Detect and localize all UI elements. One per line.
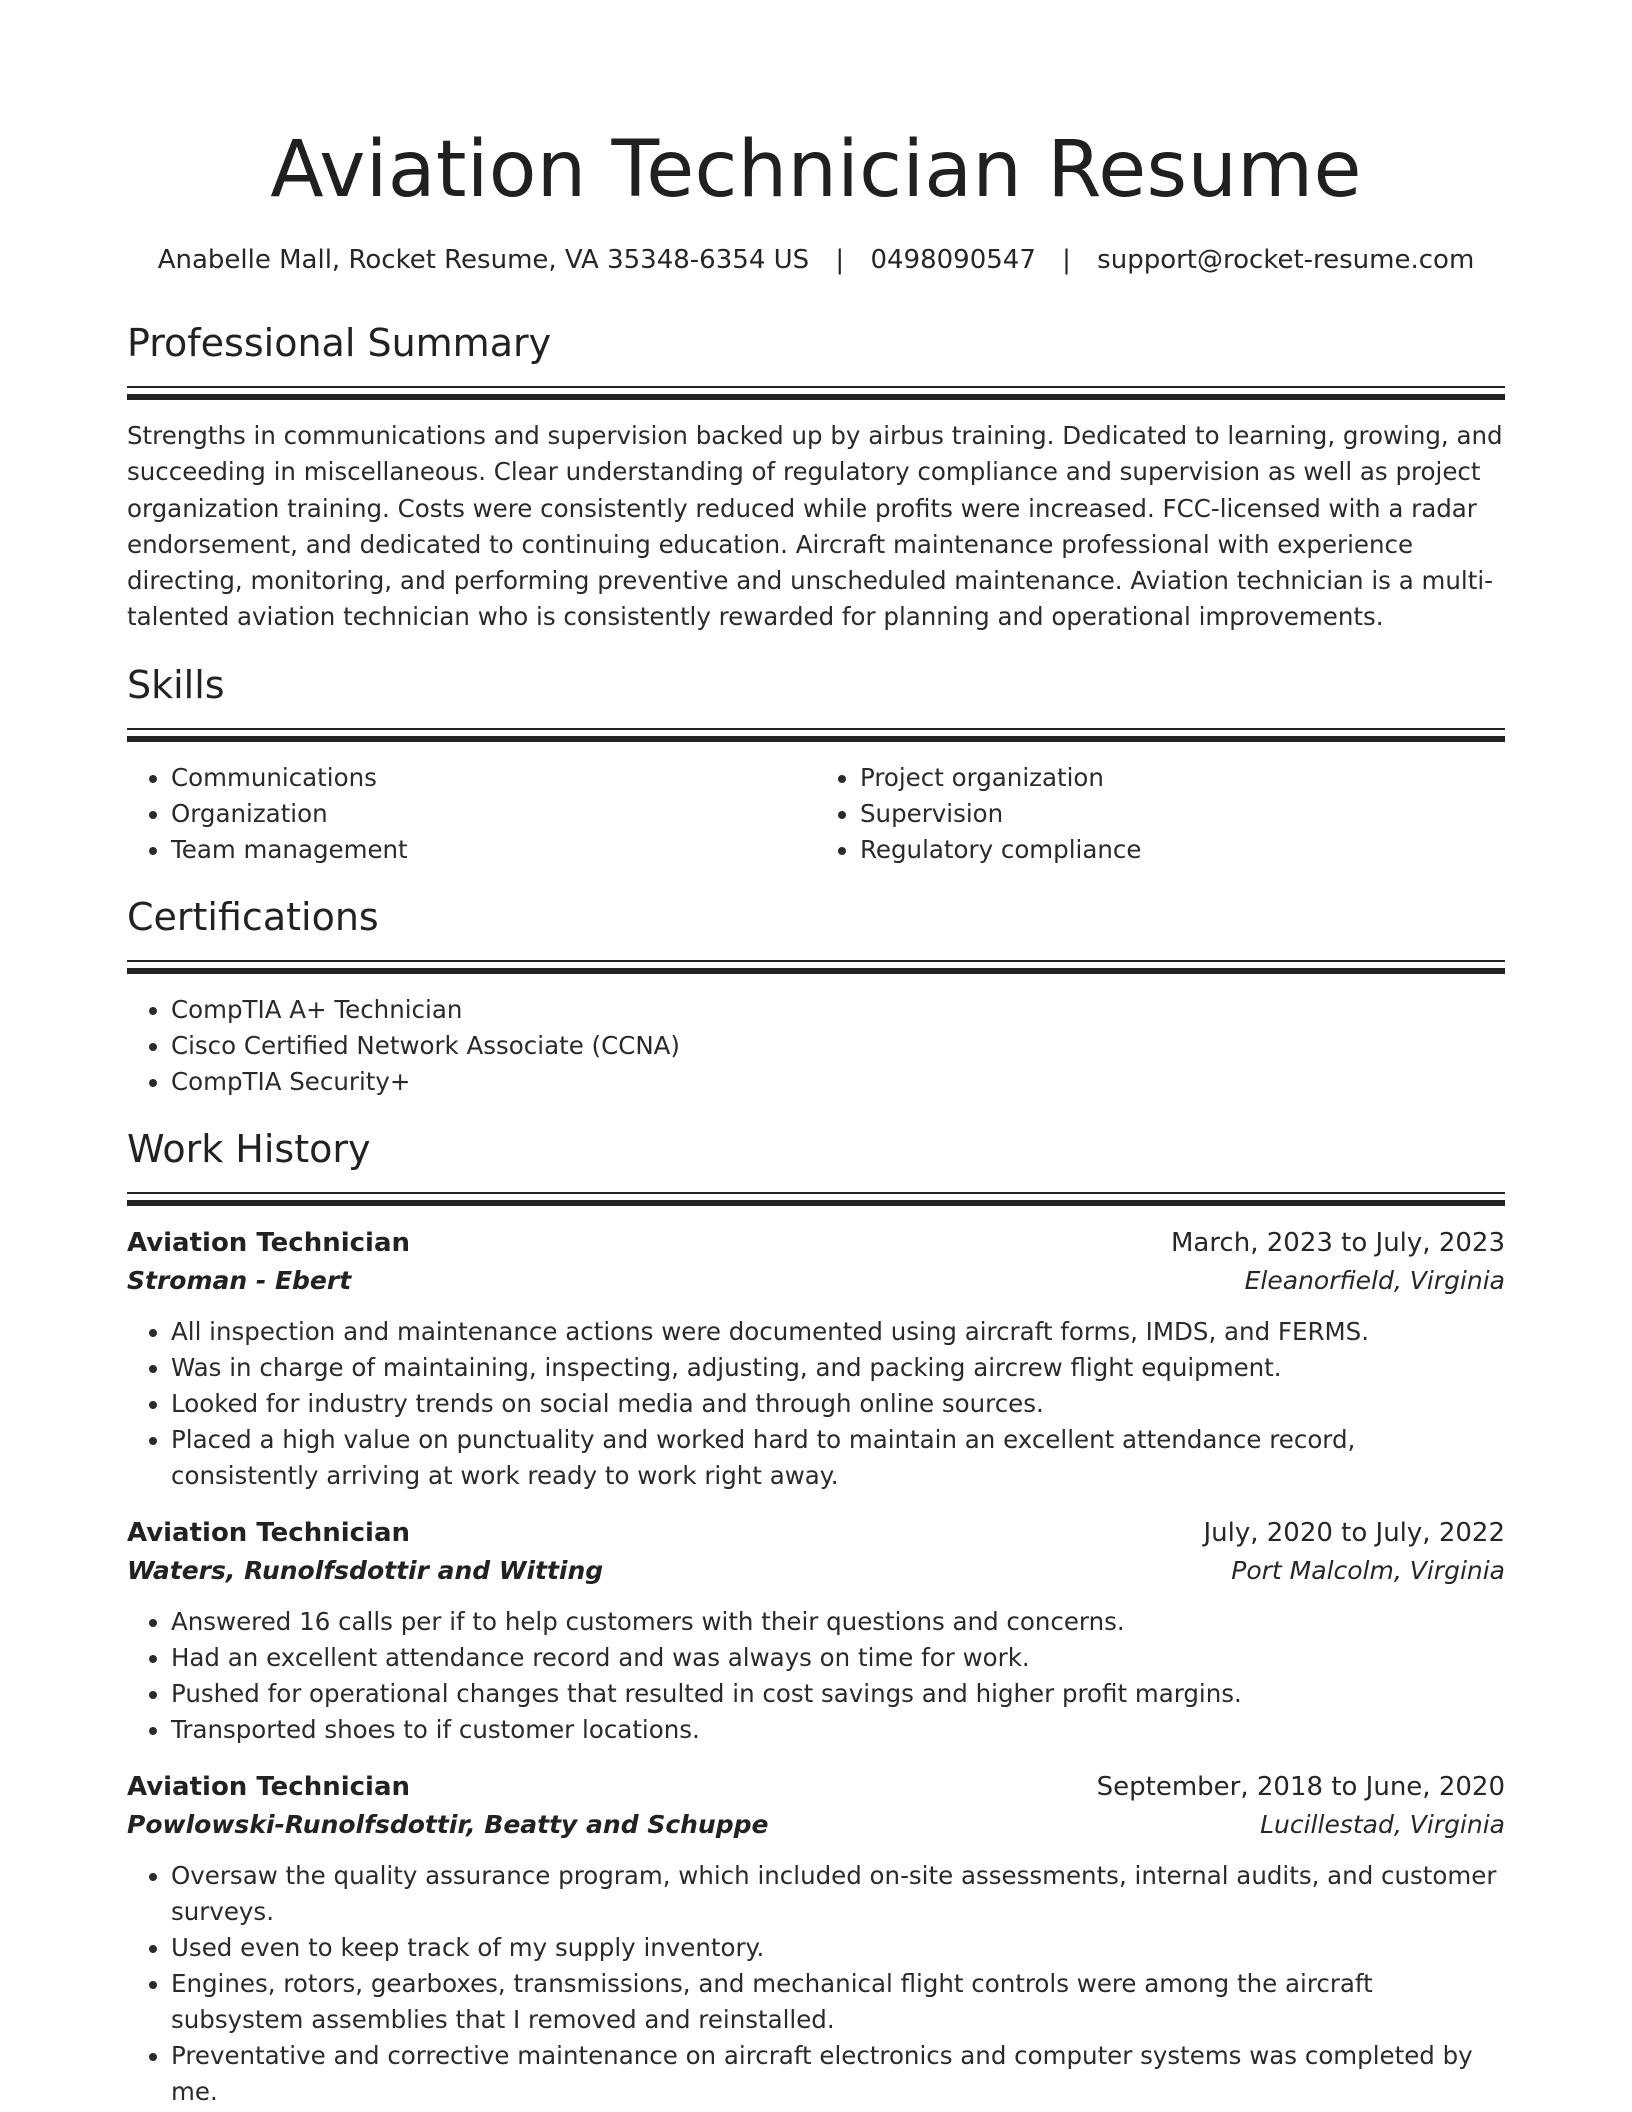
certifications-section bbox=[127, 892, 1505, 1100]
job-bullet: • Placed a high value on punctuality and worked hard to maintain an excellent attendance record, consistently arriving at work ready to work right away. bbox=[171, 1422, 1505, 1494]
summary-text: Strengths in communications and supervision backed up by airbus training. Dedicated to learning, growing, and succeeding in miscellaneous. Clear understanding of regulatory compliance and supervision as well as project organization training. Costs were consistently reduced while profits were increased. FCC-licensed with a radar endorsement, and dedicated to continuing education. Aircraft maintenance professional with experience directing, monitoring, and performing preventive and unscheduled maintenance. Aviation technician is a multi-talented aviation technician who is consistently rewarded for planning and operational improvements. bbox=[127, 421, 1503, 632]
job-bullet: • Used even to keep track of my supply inventory. bbox=[171, 1930, 1505, 1966]
contact-address: Anabelle Mall, Rocket Resume, VA 35348-6354 US bbox=[157, 245, 810, 275]
certification-item: • CompTIA Security+ bbox=[171, 1064, 1505, 1100]
job-bullet: • All inspection and maintenance actions were documented using aircraft forms, IMDS, and FERMS. bbox=[171, 1314, 1505, 1350]
contact-separator: | bbox=[1062, 245, 1071, 275]
section-divider bbox=[127, 728, 1505, 742]
contact-phone: 0498090547 bbox=[870, 245, 1036, 275]
certification-item: • CompTIA A+ Technician bbox=[171, 992, 1505, 1028]
summary-section bbox=[127, 318, 1505, 636]
job-bullet: • Looked for industry trends on social media and through online sources. bbox=[171, 1386, 1505, 1422]
skill-item: • Supervision bbox=[860, 796, 1505, 832]
job-company: Waters, Runolfsdottir and Witting bbox=[127, 1555, 604, 1585]
contact-email[interactable]: support@rocket-resume.com bbox=[1097, 245, 1475, 275]
job-dates: July, 2020 to July, 2022 bbox=[1203, 1517, 1505, 1548]
job-bullets bbox=[127, 1604, 1505, 1748]
skill-item: • Communications bbox=[171, 760, 816, 796]
job-title: Aviation Technician bbox=[127, 1771, 411, 1802]
work-history-section bbox=[127, 1124, 1505, 2110]
certifications-heading: Certifications bbox=[127, 894, 379, 939]
resume-title: Aviation Technician Resume bbox=[270, 125, 1362, 215]
skills-grid bbox=[127, 760, 1505, 868]
skills-heading: Skills bbox=[127, 662, 225, 707]
skill-item: • Project organization bbox=[860, 760, 1505, 796]
job-location: Eleanorfield, Virginia bbox=[1244, 1265, 1505, 1295]
job-title: Aviation Technician bbox=[127, 1227, 411, 1258]
skill-item: • Regulatory compliance bbox=[860, 832, 1505, 868]
job-company: Stroman - Ebert bbox=[127, 1265, 352, 1295]
contact-line bbox=[127, 242, 1505, 278]
job-location: Port Malcolm, Virginia bbox=[1231, 1555, 1505, 1585]
job-entry bbox=[127, 1768, 1505, 2110]
job-bullet: • Was in charge of maintaining, inspecting, adjusting, and packing aircrew flight equipment. bbox=[171, 1350, 1505, 1386]
skill-item: • Team management bbox=[171, 832, 816, 868]
job-location: Lucillestad, Virginia bbox=[1260, 1809, 1505, 1839]
job-dates: September, 2018 to June, 2020 bbox=[1096, 1771, 1505, 1802]
certification-item: • Cisco Certified Network Associate (CCNA) bbox=[171, 1028, 1505, 1064]
job-company: Powlowski-Runolfsdottir, Beatty and Schuppe bbox=[127, 1809, 769, 1839]
skills-left-list bbox=[127, 760, 816, 868]
skills-right-list bbox=[816, 760, 1505, 868]
job-title: Aviation Technician bbox=[127, 1517, 411, 1548]
job-entry bbox=[127, 1224, 1505, 1494]
section-divider bbox=[127, 1192, 1505, 1206]
job-bullets bbox=[127, 1314, 1505, 1494]
job-dates: March, 2023 to July, 2023 bbox=[1170, 1227, 1505, 1258]
certifications-list bbox=[127, 992, 1505, 1100]
job-entry bbox=[127, 1514, 1505, 1748]
job-bullet: • Engines, rotors, gearboxes, transmissions, and mechanical flight controls were among the aircraft subsystem assemblies that I removed and reinstalled. bbox=[171, 1966, 1505, 2038]
skills-section bbox=[127, 660, 1505, 868]
job-bullet: • Preventative and corrective maintenance on aircraft electronics and computer systems was completed by me. bbox=[171, 2038, 1505, 2110]
job-bullet: • Oversaw the quality assurance program, which included on-site assessments, internal audits, and customer surveys. bbox=[171, 1858, 1505, 1930]
job-bullet: • Answered 16 calls per if to help customers with their questions and concerns. bbox=[171, 1604, 1505, 1640]
job-bullet: • Pushed for operational changes that resulted in cost savings and higher profit margins. bbox=[171, 1676, 1505, 1712]
skill-item: • Organization bbox=[171, 796, 816, 832]
job-bullet: • Transported shoes to if customer locations. bbox=[171, 1712, 1505, 1748]
contact-separator: | bbox=[835, 245, 845, 275]
section-divider bbox=[127, 960, 1505, 974]
job-bullet: • Had an excellent attendance record and was always on time for work. bbox=[171, 1640, 1505, 1676]
section-divider bbox=[127, 386, 1505, 400]
summary-heading: Professional Summary bbox=[127, 321, 552, 365]
job-bullets bbox=[127, 1858, 1505, 2110]
work-history-heading: Work History bbox=[127, 1126, 371, 1171]
